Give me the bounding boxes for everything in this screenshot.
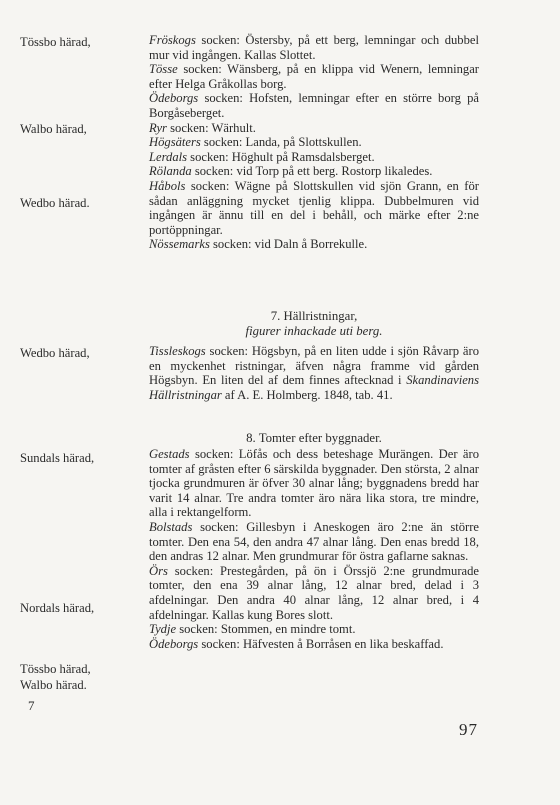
signature-mark: 7 xyxy=(28,698,35,713)
entry: Ryr socken: Wärhult. xyxy=(149,120,256,135)
margin-label: Walbo härad. xyxy=(20,678,87,692)
section-subtitle: figurer inhackade uti berg. xyxy=(245,324,383,338)
entry: Ödeborgs socken: Hofsten, lemningar efter en större borg på Borgåseberget. xyxy=(149,91,479,120)
margin-label: Tössbo härad, xyxy=(20,662,91,676)
entry: Lerdals socken: Höghult på Ramsdalsberget. xyxy=(149,149,375,164)
entries-group-3 xyxy=(149,447,479,651)
entry: Fröskogs socken: Östersby, på ett berg, lemningar och dubbel mur vid ingången. Kallas Slottet. xyxy=(149,33,479,62)
section-heading-7 xyxy=(149,309,479,339)
section-title: 8. Tomter efter byggnader. xyxy=(246,431,382,445)
entries-group-1 xyxy=(149,33,479,252)
entry: Högsäters socken: Landa, på Slottskullen. xyxy=(149,135,362,150)
entry: Ödeborgs socken: Häfvesten å Borråsen en lika beskaffad. xyxy=(149,636,444,651)
entry: Bolstads socken: Gillesbyn i Aneskogen äro 2:ne än större tomter. Den ena 54, den andra 47 alnar lång. Den enas bredd 18, den andras 12 alnar. Men grundmurar för östra gaflarne saknas. xyxy=(149,519,479,564)
entry: Håbols socken: Wägne på Slottskullen vid sjön Grann, en för sådan anläggning mycket tjenlig klippa. Dubbelmuren vid ingången är ännu till en del i behåll, och märke efter 2:ne portöppningar. xyxy=(149,178,479,237)
margin-label: Sundals härad, xyxy=(20,451,95,465)
entry: Tissleskogs socken: Högsbyn, på en liten udde i sjön Råvarp äro en myckenhet ristningar, äfven några framme vid gården Högsbyn. En liten del af dem finnes aftecknad i Skandinaviens Hällristningar af A. E. Holmberg. 1848, tab. 41. xyxy=(149,344,479,402)
margin-label: Tössbo härad, xyxy=(20,35,91,49)
margin-label: Wedbo härad, xyxy=(20,346,90,360)
margin-label: Walbo härad, xyxy=(20,122,87,136)
section-title: 7. Hällristningar, xyxy=(270,309,358,323)
section-heading-8 xyxy=(149,431,479,446)
entry: Tösse socken: Wänsberg, på en klippa vid Wenern, lemningar efter Helga Gråkollas borg. xyxy=(149,62,479,91)
entry: Örs socken: Prestegården, på ön i Örssjö 2:ne grundmurade tomter, den ena 39 alnar lång, 12 alnar bred, delad i 3 afdelningar. Den andra 40 alnar lång, 12 alnar bred, i 4 afdelningar. Kallas kung Bores slott. xyxy=(149,563,479,622)
entry: Gestads socken: Löfås och dess beteshage Murängen. Der äro tomter af gråsten efter 6 särskilda byggnader. Den största, 2 alnar tjocka grundmuren är öfver 30 alnar lång; byggnadens bredd har varit 14 alnar. Tre andra tomter äro nära lika stora, tre mindre, alla i rektangelform. xyxy=(149,447,479,520)
page-number: 97 xyxy=(459,720,478,739)
entries-group-2 xyxy=(149,344,479,402)
entry: Nössemarks socken: vid Daln å Borrekulle. xyxy=(149,237,368,252)
entry: Rölanda socken: vid Torp på ett berg. Rostorp likaledes. xyxy=(149,164,433,179)
entry: Tydje socken: Stommen, en mindre tomt. xyxy=(149,622,356,637)
margin-label: Nordals härad, xyxy=(20,601,95,615)
margin-label: Wedbo härad. xyxy=(20,196,90,210)
